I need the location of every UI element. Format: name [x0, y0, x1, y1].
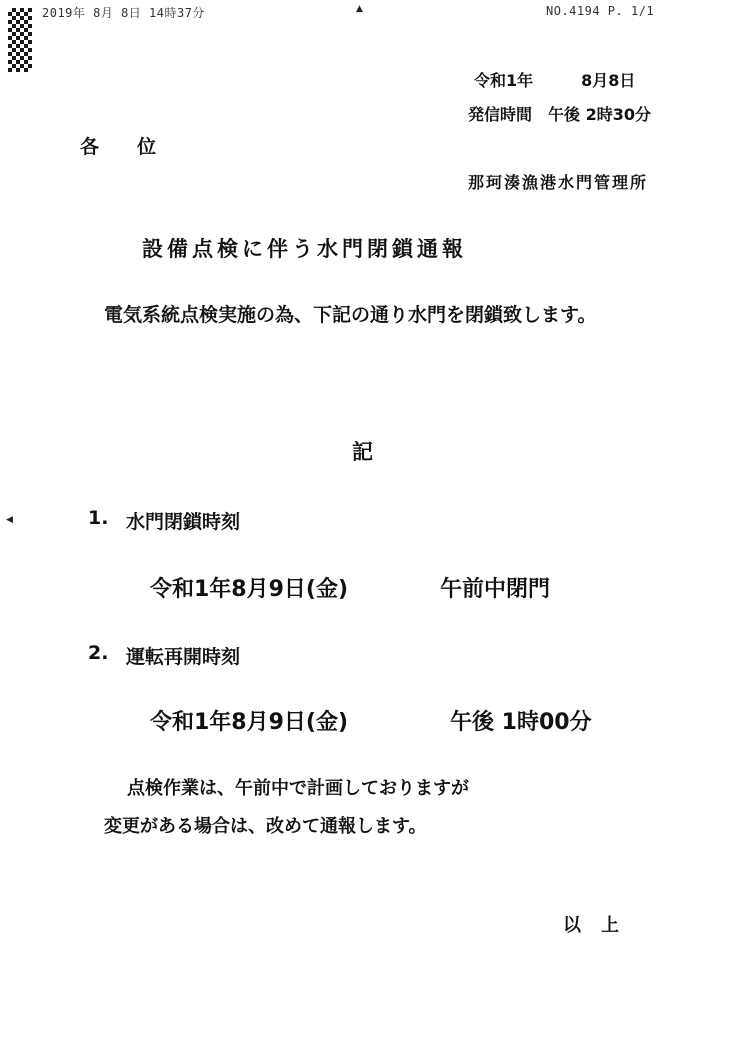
issue-date: 令和1年 8月8日 [474, 71, 636, 90]
recipient: 各位 [80, 136, 195, 158]
sender: 那珂湊漁港水門管理所 [468, 173, 649, 192]
intro-text: 電気系統点検実施の為、下記の通り水門を閉鎖致します。 [104, 304, 597, 326]
left-arrow-mark: ◀ [6, 515, 13, 525]
item-2-time: 午後 1時00分 [450, 710, 592, 735]
item-1-time: 午前中閉門 [440, 577, 551, 602]
note-line-2: 変更がある場合は、改めて通報します。 [104, 816, 427, 837]
document-title: 設備点検に伴う水門閉鎖通報 [142, 237, 467, 261]
ki-heading: 記 [352, 440, 373, 464]
item-2-number: 2. [88, 642, 109, 664]
closing-ijo: 以上 [563, 915, 639, 936]
note-line-1: 点検作業は、午前中で計画しておりますが [127, 778, 469, 799]
fax-timestamp: 2019年 8月 8日 14時37分 [42, 6, 205, 20]
item-2-date: 令和1年8月9日(金) [150, 710, 349, 735]
fax-page-info: NO.4194 P. 1/1 [546, 4, 655, 18]
item-1-date: 令和1年8月9日(金) [150, 577, 349, 602]
item-2-heading: 運転再開時刻 [126, 646, 241, 668]
item-1-heading: 水門閉鎖時刻 [126, 511, 241, 533]
fax-checker-mark [8, 8, 32, 72]
top-arrow-mark: ▲ [356, 4, 363, 14]
send-time: 発信時間 午後 2時30分 [468, 105, 651, 124]
item-1-number: 1. [88, 507, 109, 529]
